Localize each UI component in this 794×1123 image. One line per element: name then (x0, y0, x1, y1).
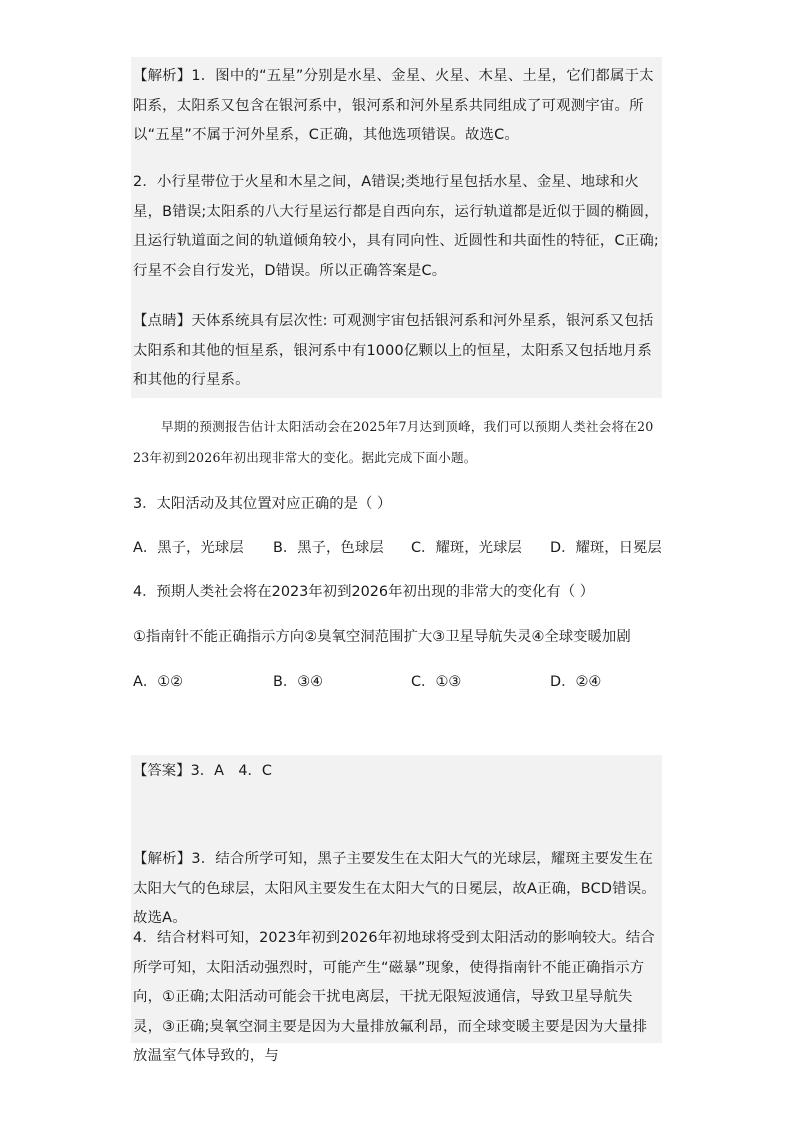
option-b[interactable]: B．③④ (273, 674, 324, 690)
option-d[interactable]: D．②④ (550, 674, 602, 690)
option-c[interactable]: C．耀斑，光球层 (411, 540, 522, 556)
question-3-stem: 3．太阳活动及其位置对应正确的是（ ） (133, 496, 392, 512)
question-4-stem: 4．预期人类社会将在2023年初到2026年初出现的非常大的变化有（ ） (133, 584, 595, 600)
answer-line: 【答案】3．A 4．C (133, 763, 272, 779)
analysis-q4: 4．结合材料可知，2023年初到2026年初地球将受到太阳活动的影响较大。结合所学可知，太阳活动强烈时，可能产生“磁暴”现象，使得指南针不能正确指示方向，①正确;太阳活动可能会干扰电离层，干扰无限短波通信，导致卫星导航失灵，③正确;臭氧空洞主要是因为大量排放氟利昂，而全球变暖主要是因为大量排放温室气体导致的，与 (133, 930, 655, 1064)
question-3-options (133, 533, 661, 563)
option-a[interactable]: A．黑子，光球层 (133, 540, 244, 556)
option-a[interactable]: A．①② (133, 674, 184, 690)
analysis-q1: 【解析】1．图中的“五星”分别是水星、金星、火星、木星、土星，它们都属于太阳系，太阳系又包含在银河系中，银河系和河外星系共同组成了可观测宇宙。所以“五星”不属于河外星系，C正确，其他选项错误。故选C。 (133, 68, 654, 143)
analysis-q2: 2．小行星带位于火星和木星之间，A错误;类地行星包括水星、金星、地球和火星，B错误;太阳系的八大行星运行都是自西向东，运行轨道都是近似于圆的椭圆，且运行轨道面之间的轨道倾角较小，具有同向性、近圆性和共面性的特征，C正确;行星不会自行发光，D错误。所以正确答案是C。 (133, 174, 659, 279)
key-point-note: 【点睛】天体系统具有层次性: 可观测宇宙包括银河系和河外星系，银河系又包括太阳系和其他的恒星系，银河系中有1000亿颗以上的恒星，太阳系又包括地月系和其他的行星系。 (133, 313, 654, 388)
question-4-options (133, 667, 661, 697)
option-c[interactable]: C．①③ (411, 674, 462, 690)
option-b[interactable]: B．黑子，色球层 (273, 540, 384, 556)
option-d[interactable]: D．耀斑，日冕层 (550, 540, 662, 556)
question-4-statements: ①指南针不能正确指示方向②臭氧空洞范围扩大③卫星导航失灵④全球变暖加剧 (133, 629, 631, 645)
question-material: 早期的预测报告估计太阳活动会在2025年7月达到顶峰，我们可以预期人类社会将在2023年初到2026年初出现非常大的变化。据此完成下面小题。 (133, 419, 654, 465)
analysis-q3: 【解析】3．结合所学可知，黑子主要发生在太阳大气的光球层，耀斑主要发生在太阳大气的色球层，太阳风主要发生在太阳大气的日冕层，故A正确，BCD错误。故选A。 (133, 851, 656, 926)
